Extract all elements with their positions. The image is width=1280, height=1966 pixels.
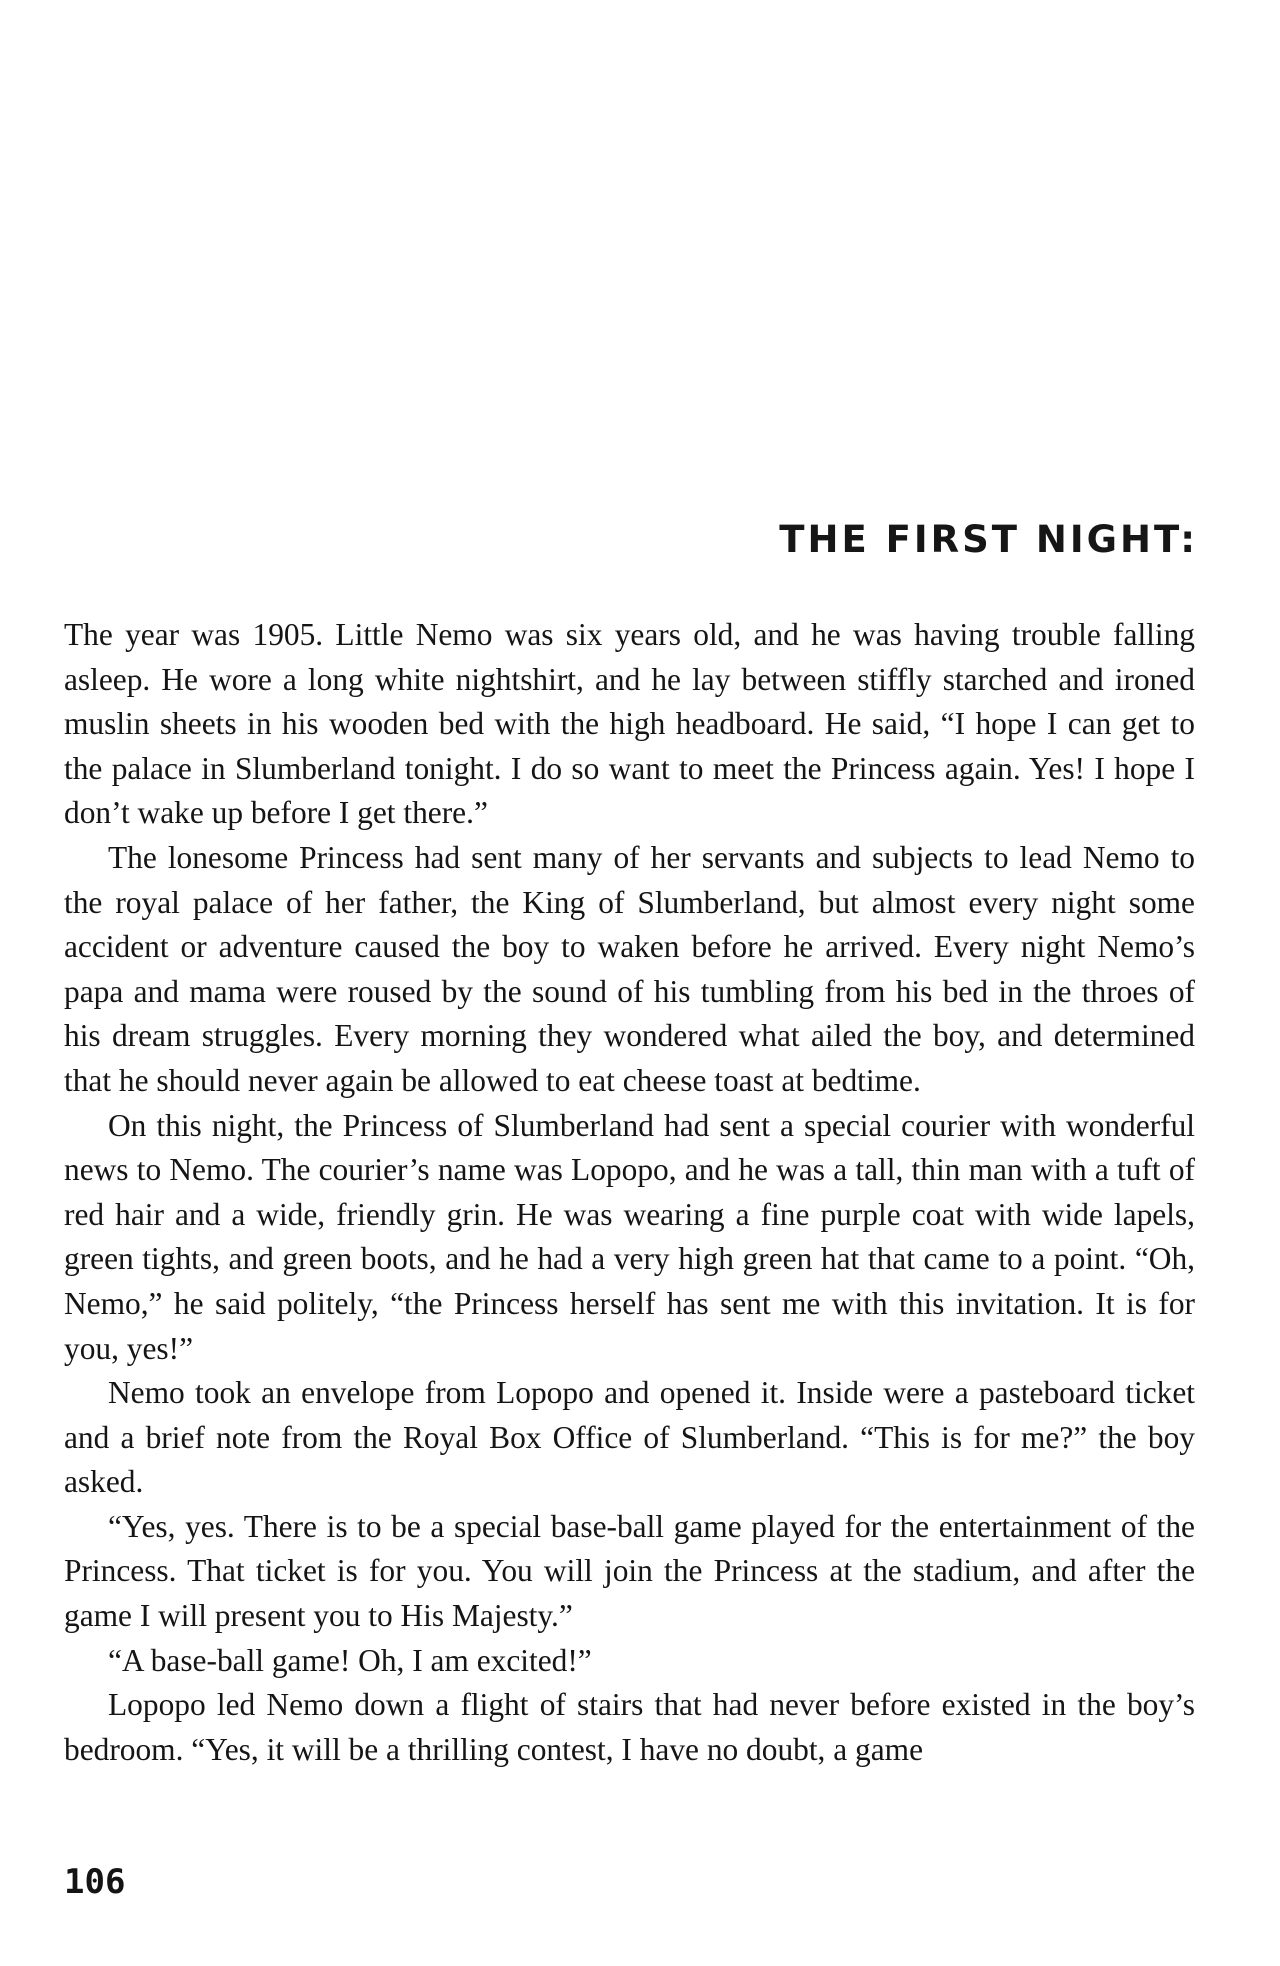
paragraph-1: The year was 1905. Little Nemo was six years old, and he was having trouble falling asleep. He wore a long white nightshirt, and he lay between stiffly starched and ironed muslin sheets in his wooden bed with the high headboard. He said, “I hope I can get to the palace in Slumberland tonight. I do so want to meet the Princess again. Yes! I hope I don’t wake up before I get there.” <box>64 617 1195 831</box>
paragraph-4: Nemo took an envelope from Lopopo and opened it. Inside were a pasteboard ticket and a brief note from the Royal Box Office of Slumberland. “This is for me?” the boy asked. <box>64 1375 1195 1500</box>
paragraph-6: “A base-ball game! Oh, I am excited!” <box>108 1642 592 1678</box>
paragraph-3: On this night, the Princess of Slumberland had sent a special courier with wonderful news to Nemo. The courier’s name was Lopopo, and he was a tall, thin man with a tuft of red hair and a wide, friendly grin. He was wearing a fine purple coat with wide lapels, green tights, and green boots, and he had a very high green hat that came to a point. “Oh, Nemo,” he said politely, “the Princess herself has sent me with this invitation. It is for you, yes!” <box>64 1107 1195 1366</box>
page-number: 106 <box>64 1862 126 1902</box>
chapter-title: THE FIRST NIGHT: <box>779 518 1198 561</box>
chapter-body <box>64 613 1195 1772</box>
paragraph-5: “Yes, yes. There is to be a special base-ball game played for the entertainment of the Princess. That ticket is for you. You will join the Princess at the stadium, and after the game I will present you to His Majesty.” <box>64 1508 1195 1634</box>
paragraph-2: The lonesome Princess had sent many of her servants and subjects to lead Nemo to the royal palace of her father, the King of Slumberland, but almost every night some accident or adventure caused the boy to waken before he arrived. Every night Nemo’s papa and mama were roused by the sound of his tumbling from his bed in the throes of his dream struggles. Every morning they wondered what ailed the boy, and determined that he should never again be allowed to eat cheese toast at bedtime. <box>64 839 1195 1098</box>
paragraph-7: Lopopo led Nemo down a flight of stairs that had never before existed in the boy’s bedroom. “Yes, it will be a thrilling contest, I have no doubt, a game <box>64 1687 1195 1767</box>
